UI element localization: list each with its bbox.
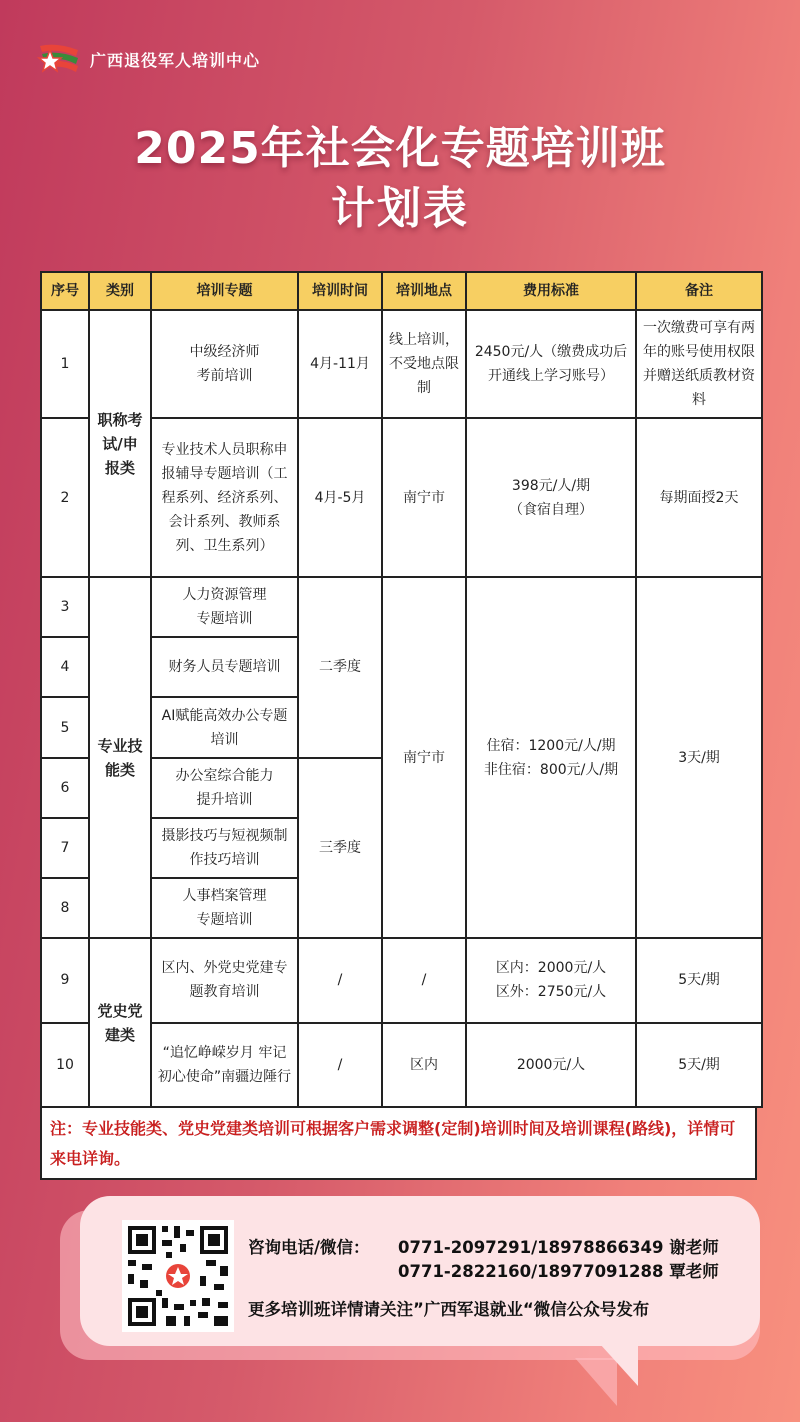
time-cell: 4月-5月: [298, 418, 382, 577]
remark-cell: 3天/期: [636, 577, 762, 938]
topic-cell: 中级经济师 考前培训: [151, 310, 298, 418]
time-cell: /: [298, 938, 382, 1022]
topic-cell: 财务人员专题培训: [151, 637, 298, 697]
place-cell: 区内: [382, 1023, 466, 1107]
header-cell: 培训地点: [382, 272, 466, 310]
header-cell: 培训时间: [298, 272, 382, 310]
place-cell: 线上培训，不受地点限制: [382, 310, 466, 418]
page-title: 2025年社会化专题培训班: [134, 123, 666, 174]
army-star-badge-icon: [36, 42, 82, 76]
remark-cell: 5天/期: [636, 938, 762, 1022]
remark-cell: 每期面授2天: [636, 418, 762, 577]
fee-cell: 2450元/人（缴费成功后开通线上学习账号）: [466, 310, 636, 418]
remark-cell: 5天/期: [636, 1023, 762, 1107]
header-cell: 培训专题: [151, 272, 298, 310]
remark-cell: 一次缴费可享有两年的账号使用权限并赠送纸质教材资料: [636, 310, 762, 418]
row-number: 10: [41, 1023, 89, 1107]
topic-cell: 区内、外党史党建专题教育培训: [151, 938, 298, 1022]
footnote: 注：专业技能类、党史党建类培训可根据客户需求调整(定制)培训时间及培训课程(路线)，详情可来电详询。: [40, 1106, 757, 1180]
topic-cell: “追忆峥嵘岁月 牢记初心使命”南疆边陲行: [151, 1023, 298, 1107]
qr-code-icon: [122, 1220, 234, 1332]
fee-cell: 2000元/人: [466, 1023, 636, 1107]
table-row: [41, 938, 762, 1022]
row-number: 6: [41, 758, 89, 818]
category-cell: 党史党建类: [89, 938, 151, 1107]
row-number: 5: [41, 697, 89, 757]
row-number: 1: [41, 310, 89, 418]
page-title-line2: 计划表: [331, 183, 469, 234]
topic-cell: 人事档案管理 专题培训: [151, 878, 298, 938]
topic-cell: 办公室综合能力 提升培训: [151, 758, 298, 818]
table-header-row: [41, 272, 762, 310]
topic-cell: AI赋能高效办公专题培训: [151, 697, 298, 757]
row-number: 4: [41, 637, 89, 697]
header-cell: 备注: [636, 272, 762, 310]
topic-cell: 人力资源管理 专题培训: [151, 577, 298, 637]
row-number: 8: [41, 878, 89, 938]
table-row: [41, 310, 762, 418]
header-cell: 序号: [41, 272, 89, 310]
contact-card: [80, 1196, 760, 1346]
place-cell: 南宁市: [382, 418, 466, 577]
contact-phone-2: 0771-2822160/18977091288 覃老师: [398, 1262, 719, 1281]
category-cell: 专业技能类: [89, 577, 151, 938]
header-cell: 类别: [89, 272, 151, 310]
fee-cell: 区内：2000元/人 区外：2750元/人: [466, 938, 636, 1022]
contact-phone-1: 0771-2097291/18978866349 谢老师: [398, 1238, 719, 1257]
time-cell: 二季度: [298, 577, 382, 758]
topic-cell: 专业技术人员职称申报辅导专题培训（工程系列、经济系列、会计系列、教师系列、卫生系列）: [151, 418, 298, 577]
row-number: 9: [41, 938, 89, 1022]
contact-label: 咨询电话/微信：: [248, 1238, 370, 1257]
place-cell: /: [382, 938, 466, 1022]
org-logo: [36, 42, 260, 76]
time-cell: 三季度: [298, 758, 382, 939]
row-number: 3: [41, 577, 89, 637]
table-row: [41, 577, 762, 637]
more-info-text: 更多培训班详情请关注”广西军退就业“微信公众号发布: [248, 1300, 650, 1319]
place-cell: 南宁市: [382, 577, 466, 938]
row-number: 7: [41, 818, 89, 878]
fee-cell: 住宿：1200元/人/期 非住宿：800元/人/期: [466, 577, 636, 938]
header-cell: 费用标准: [466, 272, 636, 310]
topic-cell: 摄影技巧与短视频制作技巧培训: [151, 818, 298, 878]
row-number: 2: [41, 418, 89, 577]
org-name: 广西退役军人培训中心: [90, 50, 261, 70]
fee-cell: 398元/人/期 （食宿自理）: [466, 418, 636, 577]
time-cell: /: [298, 1023, 382, 1107]
category-cell: 职称考试/申报类: [89, 310, 151, 577]
time-cell: 4月-11月: [298, 310, 382, 418]
training-plan-table: [40, 271, 763, 1108]
